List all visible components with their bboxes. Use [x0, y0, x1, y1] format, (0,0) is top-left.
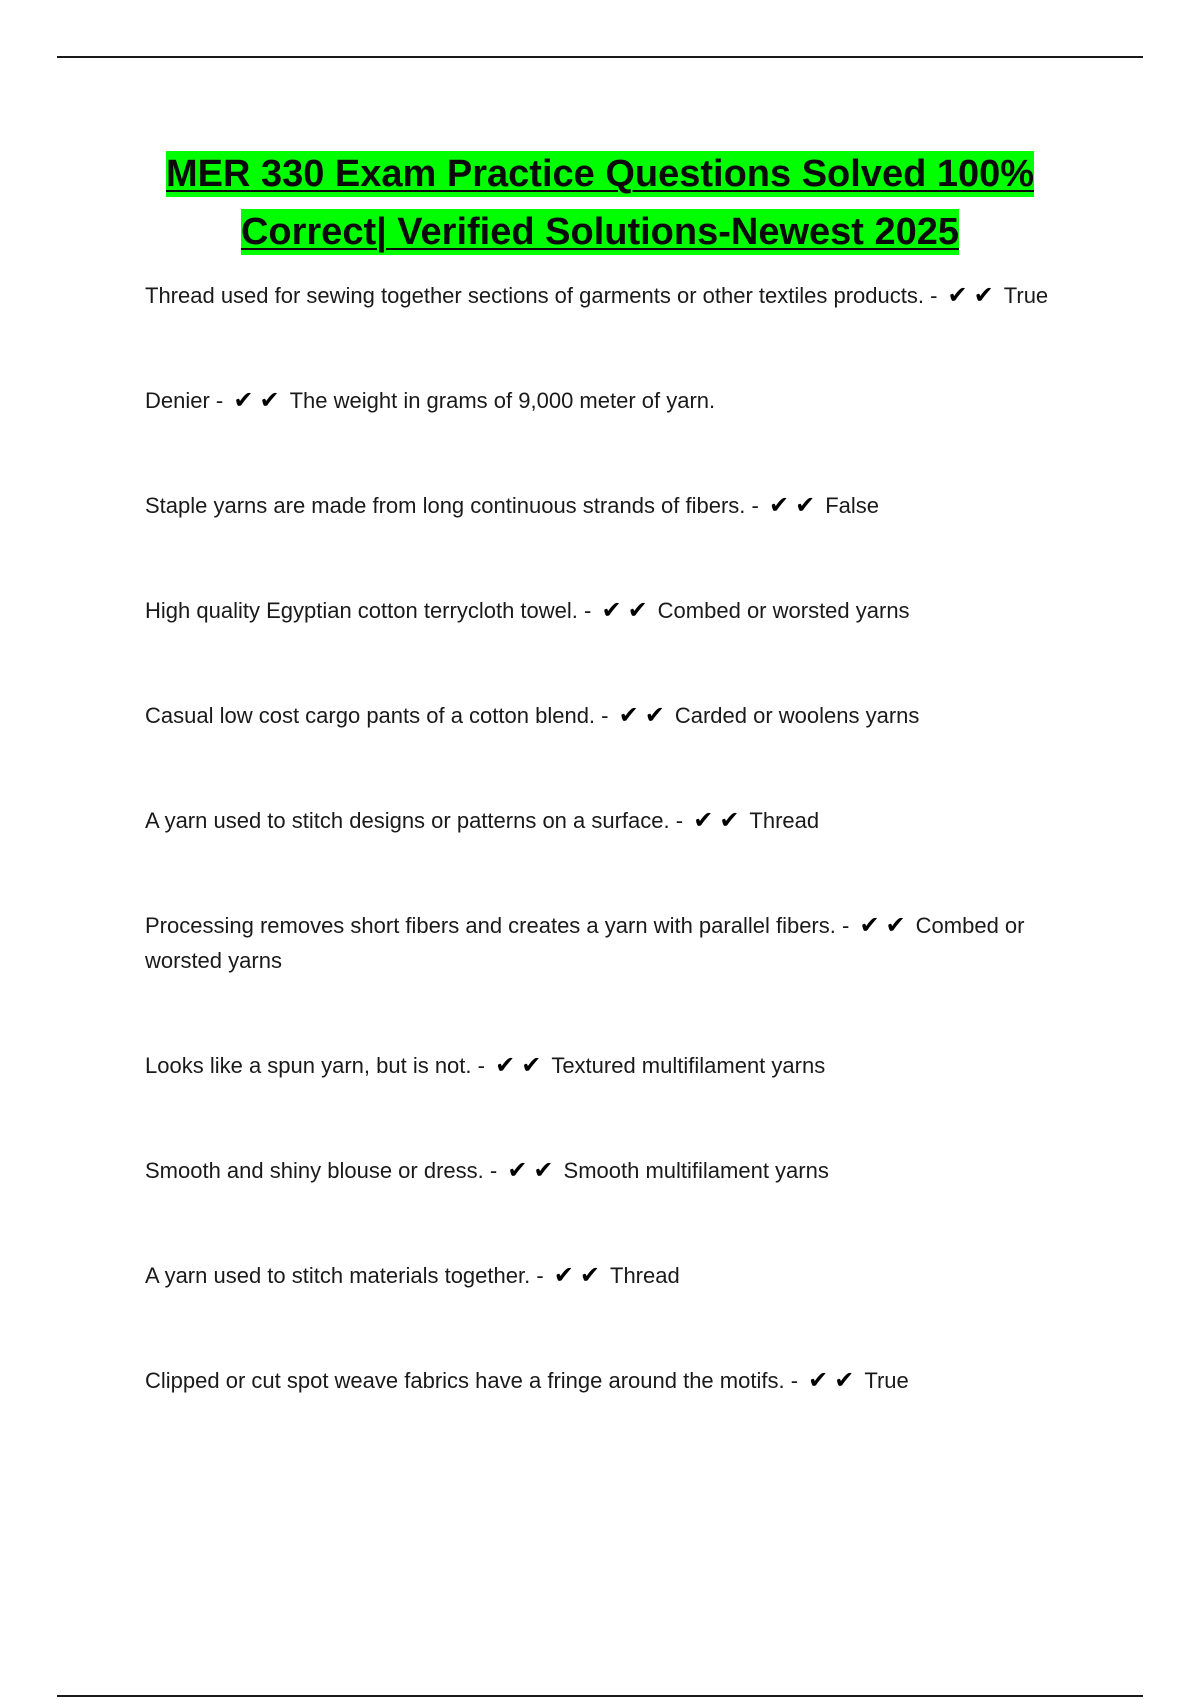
separator: -	[577, 598, 598, 623]
qa-item	[145, 1048, 1085, 1083]
double-check-icon: ✔✔	[693, 806, 746, 834]
qa-item	[145, 593, 1085, 628]
top-rule	[57, 56, 1143, 58]
question-text: Denier	[145, 388, 210, 413]
question-text: Smooth and shiny blouse or dress.	[145, 1158, 484, 1183]
question-text: A yarn used to stitch designs or patterns on a surface.	[145, 808, 670, 833]
answer-text: False	[825, 493, 880, 518]
qa-item	[145, 278, 1085, 313]
double-check-icon: ✔✔	[233, 386, 286, 414]
bottom-rule	[57, 1695, 1143, 1697]
qa-item	[145, 383, 1085, 418]
question-text: Thread used for sewing together sections of garments or other textiles products.	[145, 283, 924, 308]
qa-item	[145, 803, 1085, 838]
answer-text: Thread	[610, 1263, 680, 1288]
qa-item	[145, 488, 1085, 523]
separator: -	[745, 493, 765, 518]
separator: -	[471, 1053, 492, 1078]
question-text: Looks like a spun yarn, but is not.	[145, 1053, 472, 1078]
double-check-icon: ✔✔	[859, 911, 912, 939]
question-text: Casual low cost cargo pants of a cotton blend.	[145, 703, 596, 728]
double-check-icon: ✔✔	[507, 1156, 560, 1184]
double-check-icon: ✔✔	[808, 1366, 861, 1394]
separator: -	[669, 808, 690, 833]
qa-item	[145, 908, 1085, 978]
separator: -	[530, 1263, 550, 1288]
answer-text: Textured multifilament yarns	[551, 1053, 826, 1078]
double-check-icon: ✔✔	[553, 1261, 606, 1289]
qa-item	[145, 1258, 1085, 1293]
answer-text: Carded or woolens yarns	[674, 703, 920, 728]
answer-text: Combed or worsted yarns	[657, 598, 910, 623]
double-check-icon: ✔✔	[495, 1051, 548, 1079]
qa-list	[145, 278, 1085, 1398]
separator: -	[784, 1368, 805, 1393]
double-check-icon: ✔✔	[947, 281, 1000, 309]
question-text: High quality Egyptian cotton terrycloth towel.	[145, 598, 578, 623]
title-line-2: Correct| Verified Solutions-Newest 2025	[240, 211, 960, 253]
question-text: A yarn used to stitch materials together.	[145, 1263, 531, 1288]
qa-item	[145, 698, 1085, 733]
qa-item	[145, 1153, 1085, 1188]
separator: -	[835, 913, 856, 938]
answer-text: The weight in grams of 9,000 meter of yarn.	[289, 388, 716, 413]
double-check-icon: ✔✔	[601, 596, 654, 624]
answer-text: Thread	[749, 808, 820, 833]
answer-text: True	[1003, 283, 1049, 308]
qa-item	[145, 1363, 1085, 1398]
double-check-icon: ✔✔	[618, 701, 671, 729]
question-text: Clipped or cut spot weave fabrics have a fringe around the motifs.	[145, 1368, 785, 1393]
double-check-icon: ✔✔	[769, 491, 822, 519]
separator: -	[595, 703, 615, 728]
title-line-1: MER 330 Exam Practice Questions Solved 100%	[165, 153, 1035, 195]
question-text: Staple yarns are made from long continuous strands of fibers.	[145, 493, 746, 518]
answer-text: True	[864, 1368, 909, 1393]
answer-text: Smooth multifilament yarns	[563, 1158, 829, 1183]
separator: -	[483, 1158, 504, 1183]
answer-text: Combed or worsted yarns	[145, 913, 1025, 973]
separator: -	[923, 283, 944, 308]
document-title	[100, 145, 1100, 261]
question-text: Processing removes short fibers and creates a yarn with parallel fibers.	[145, 913, 836, 938]
separator: -	[209, 388, 230, 413]
